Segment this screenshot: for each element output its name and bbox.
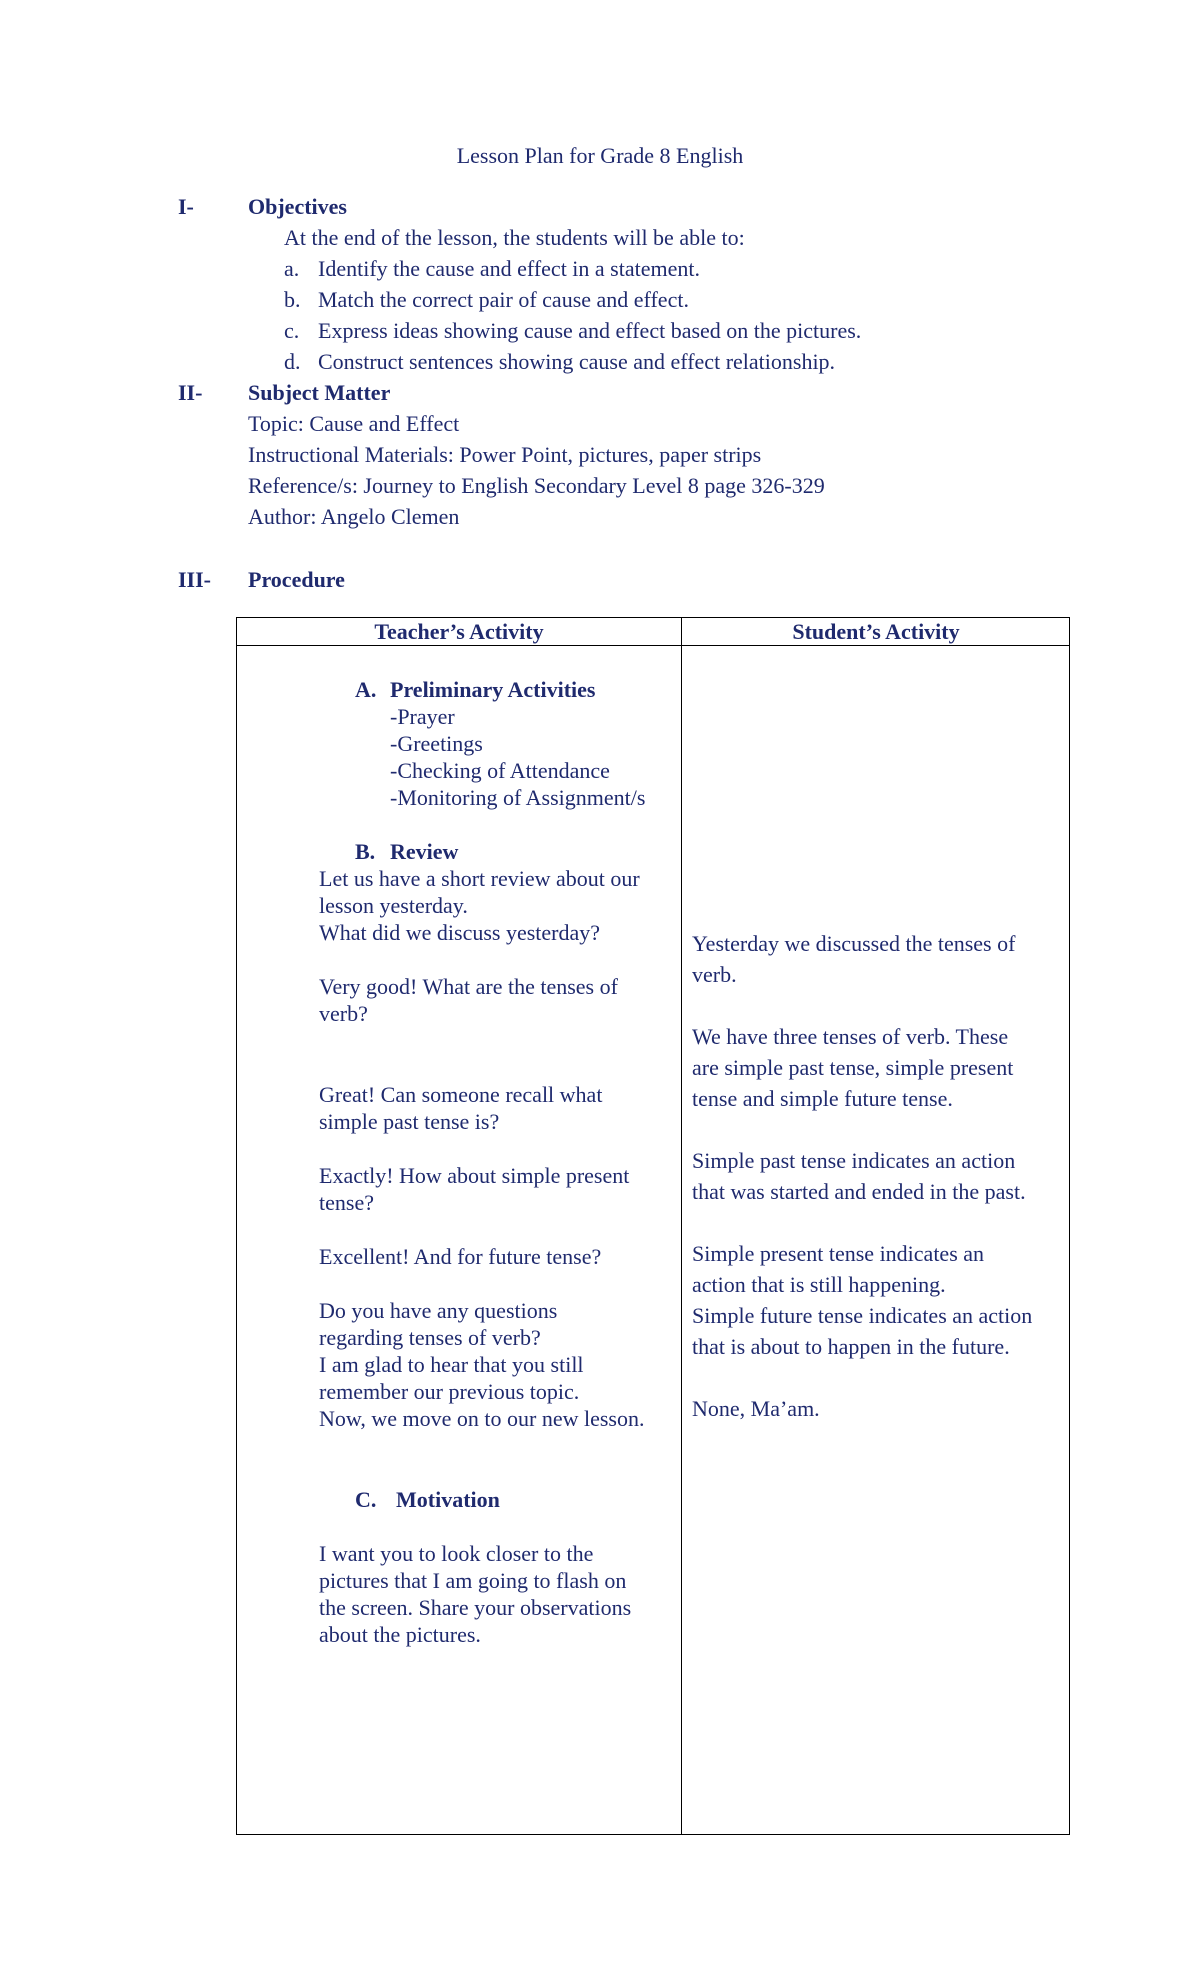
student-line: that is about to happen in the future. <box>692 1334 1010 1359</box>
table-column-divider <box>681 618 682 1834</box>
objective-marker: a. <box>284 256 300 281</box>
review-line: Do you have any questions <box>319 1298 558 1323</box>
review-line: remember our previous topic. <box>319 1379 580 1404</box>
review-line: verb? <box>319 1001 368 1026</box>
objective-item: Match the correct pair of cause and effect. <box>318 287 689 312</box>
table-header-divider <box>237 645 1069 646</box>
review-line: Let us have a short review about our <box>319 866 640 891</box>
objective-item: Express ideas showing cause and effect based on the pictures. <box>318 318 862 343</box>
teacher-b-marker: B. <box>355 839 376 864</box>
document-title: Lesson Plan for Grade 8 English <box>456 143 744 168</box>
student-line: None, Ma’am. <box>692 1396 820 1421</box>
review-line: What did we discuss yesterday? <box>319 920 601 945</box>
section-numeral-i: I- <box>178 194 194 219</box>
teacher-c-heading: Motivation <box>396 1487 500 1512</box>
review-line: I am glad to hear that you still <box>319 1352 584 1377</box>
section-heading-subject-matter: Subject Matter <box>248 380 391 405</box>
review-line: regarding tenses of verb? <box>319 1325 541 1350</box>
student-line: Simple future tense indicates an action <box>692 1303 1033 1328</box>
review-line: Excellent! And for future tense? <box>319 1244 602 1269</box>
teacher-a-item: -Greetings <box>390 731 483 756</box>
section-heading-procedure: Procedure <box>248 567 345 592</box>
review-line: lesson yesterday. <box>319 893 468 918</box>
objective-marker: b. <box>284 287 301 312</box>
subject-topic: Topic: Cause and Effect <box>248 411 460 436</box>
student-line: that was started and ended in the past. <box>692 1179 1026 1204</box>
review-line: Very good! What are the tenses of <box>319 974 618 999</box>
motivation-line: the screen. Share your observations <box>319 1595 632 1620</box>
section-numeral-ii: II- <box>178 380 203 405</box>
teacher-a-marker: A. <box>355 677 377 702</box>
review-line: Great! Can someone recall what <box>319 1082 603 1107</box>
student-line: We have three tenses of verb. These <box>692 1024 1009 1049</box>
objective-item: Identify the cause and effect in a statement. <box>318 256 700 281</box>
teacher-a-item: -Checking of Attendance <box>390 758 610 783</box>
header-teachers-activity: Teacher’s Activity <box>374 619 544 644</box>
teacher-c-marker: C. <box>355 1487 377 1512</box>
motivation-line: about the pictures. <box>319 1622 481 1647</box>
student-line: are simple past tense, simple present <box>692 1055 1014 1080</box>
objective-item: Construct sentences showing cause and effect relationship. <box>318 349 836 374</box>
objectives-intro: At the end of the lesson, the students will be able to: <box>284 225 745 250</box>
student-line: action that is still happening. <box>692 1272 946 1297</box>
subject-author: Author: Angelo Clemen <box>248 504 460 529</box>
student-line: verb. <box>692 962 737 987</box>
procedure-table <box>236 617 1070 1835</box>
header-students-activity: Student’s Activity <box>792 619 960 644</box>
subject-materials: Instructional Materials: Power Point, pictures, paper strips <box>248 442 762 467</box>
review-line: Now, we move on to our new lesson. <box>319 1406 645 1431</box>
section-heading-objectives: Objectives <box>248 194 347 219</box>
objective-marker: d. <box>284 349 301 374</box>
section-numeral-iii: III- <box>178 567 212 592</box>
motivation-line: pictures that I am going to flash on <box>319 1568 627 1593</box>
teacher-a-item: -Prayer <box>390 704 455 729</box>
student-line: tense and simple future tense. <box>692 1086 953 1111</box>
objective-marker: c. <box>284 318 300 343</box>
teacher-a-item: -Monitoring of Assignment/s <box>390 785 646 810</box>
student-line: Simple present tense indicates an <box>692 1241 985 1266</box>
review-line: simple past tense is? <box>319 1109 500 1134</box>
motivation-line: I want you to look closer to the <box>319 1541 594 1566</box>
subject-reference: Reference/s: Journey to English Secondary Level 8 page 326-329 <box>248 473 825 498</box>
teacher-a-heading: Preliminary Activities <box>390 677 596 702</box>
student-line: Simple past tense indicates an action <box>692 1148 1016 1173</box>
teacher-b-heading: Review <box>390 839 459 864</box>
review-line: tense? <box>319 1190 374 1215</box>
review-line: Exactly! How about simple present <box>319 1163 630 1188</box>
student-line: Yesterday we discussed the tenses of <box>692 931 1016 956</box>
